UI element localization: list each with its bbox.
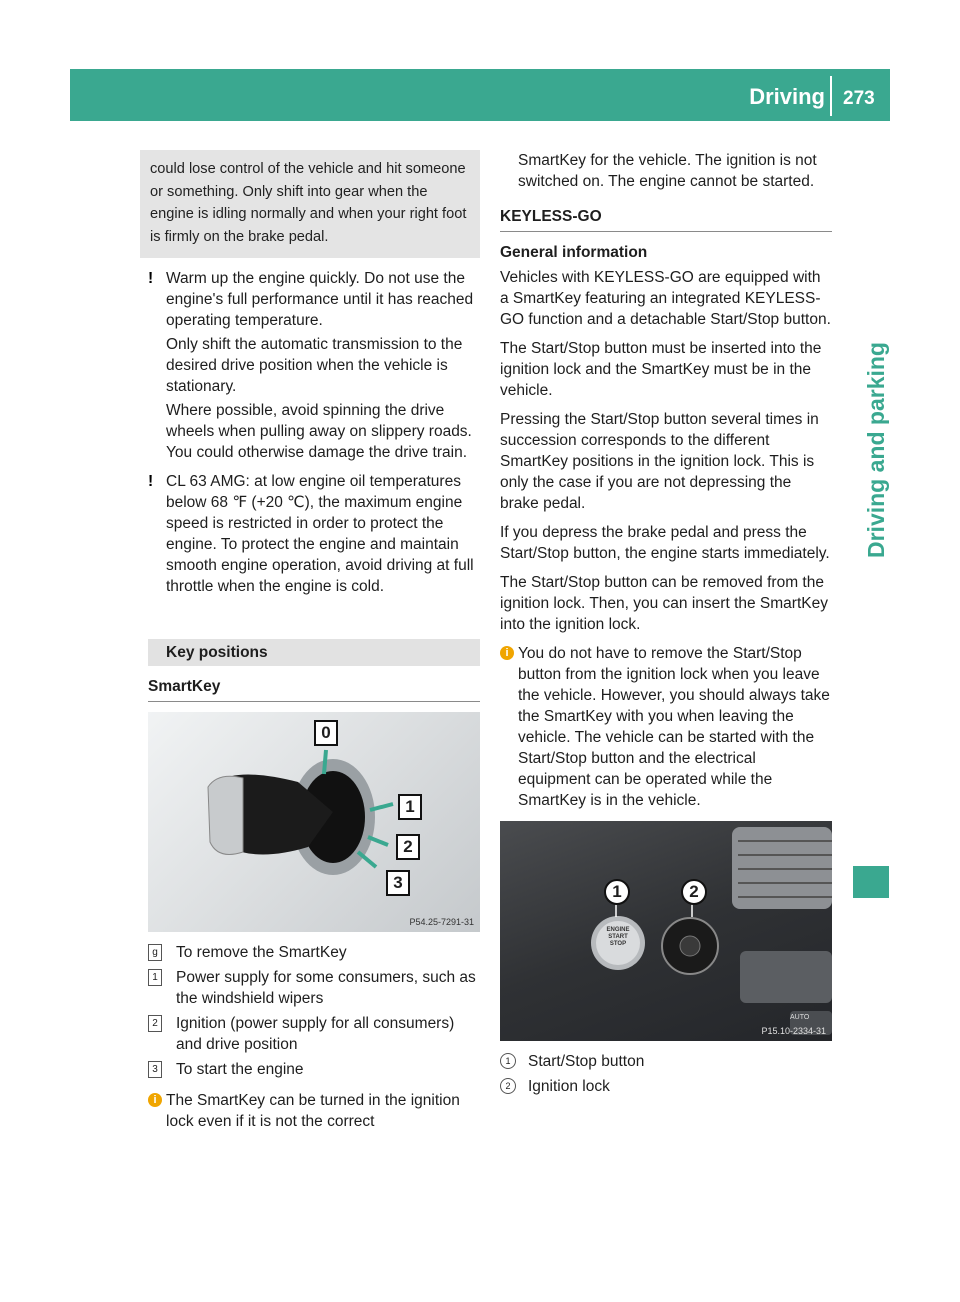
position-symbol: 2 [148, 1015, 162, 1032]
note-paragraph: Only shift the automatic transmission to the desired drive position when the vehicle is stationary. [166, 336, 463, 395]
page-number: 273 [843, 88, 875, 109]
section-title: Key positions [148, 639, 480, 666]
keyless-go-illustration [500, 821, 832, 1041]
sub-heading: SmartKey [148, 676, 480, 702]
warning-box: could lose control of the vehicle and hit someone or something. Only shift into gear when the engine is idling normally and when your right foot is firmly on the brake pedal. [140, 150, 480, 258]
note-paragraph: Warm up the engine quickly. Do not use the engine's full performance until it has reached operating temperature. [166, 270, 474, 329]
climate-control [740, 951, 832, 1003]
position-symbol: 1 [148, 969, 162, 986]
right-column [500, 150, 832, 1101]
legend-item [148, 1059, 480, 1080]
auto-label: AUTO [790, 1014, 810, 1021]
body-paragraph: The Start/Stop button must be inserted into the ignition lock and the SmartKey must be in the vehicle. [500, 340, 822, 399]
legend-text: Start/Stop button [528, 1053, 645, 1070]
keyless-go-figure [500, 821, 832, 1041]
note-paragraph: Where possible, avoid spinning the drive wheels when pulling away on slippery roads. You could otherwise damage the drive train. [166, 402, 472, 461]
legend-text: Ignition (power supply for all consumers) and drive position [176, 1015, 455, 1053]
body-paragraph: The Start/Stop button can be removed from the ignition lock. Then, you can insert the SmartKey into the ignition lock. [500, 574, 828, 633]
info-note [148, 1090, 480, 1132]
side-tab-marker [853, 866, 889, 898]
figure-code: P15.10-2334-31 [761, 1026, 826, 1036]
label-2: 2 [681, 879, 707, 905]
keyless-go-heading: KEYLESS-GO [500, 206, 832, 232]
label-1: 1 [604, 879, 630, 905]
legend-item [148, 967, 480, 1009]
caution-note-1 [148, 268, 480, 463]
info-text: You do not have to remove the Start/Stop button from the ignition lock when you leave the vehicle. However, you should always take the SmartKey with you when leaving the vehicle. The vehicle can be started with the Start/Stop button and the electrical equipment can be operated while the SmartKey is in the vehicle. [518, 645, 830, 809]
label-3: 3 [386, 870, 410, 896]
body-paragraph: If you depress the brake pedal and press the Start/Stop button, the engine starts immediately. [500, 524, 830, 562]
label-2: 2 [396, 834, 420, 860]
side-tab-label: Driving and parking [863, 342, 889, 558]
exclamation-icon: ! [148, 473, 154, 490]
info-icon: i [148, 1093, 162, 1107]
legend-text: Power supply for some consumers, such as the windshield wipers [176, 969, 476, 1007]
info-note [500, 643, 832, 811]
smartkey-chrome [208, 776, 243, 854]
callout-symbol: 2 [500, 1078, 516, 1094]
body-paragraph: Pressing the Start/Stop button several times in succession corresponds to the different SmartKey positions in the ignition lock. This is only the case if you are not depressing the brake pedal. [500, 411, 819, 512]
figure-code: P54.25-7291-31 [409, 917, 474, 927]
legend-item [500, 1051, 832, 1072]
button-label-line: START [608, 934, 628, 940]
left-column [148, 150, 480, 1140]
caution-note-2 [148, 471, 480, 597]
continued-text: SmartKey for the vehicle. The ignition is not switched on. The engine cannot be started. [518, 152, 817, 190]
position-symbol: g [148, 944, 162, 961]
position-symbol: 3 [148, 1061, 162, 1078]
header-section-title: Driving [749, 84, 825, 109]
button-label-line: ENGINE [606, 927, 630, 933]
legend-item [148, 1013, 480, 1055]
legend-text: To start the engine [176, 1061, 304, 1078]
legend-item [500, 1076, 832, 1097]
legend-text: To remove the SmartKey [176, 944, 347, 961]
button-label-line: STOP [609, 941, 627, 947]
note-paragraph: CL 63 AMG: at low engine oil temperatures below 68 ℉ (+20 ℃), the maximum engine speed is restricted in order to protect the engine. To protect the engine and maintain smooth engine operation, avoid driving at full throttle when the engine is cold. [166, 473, 474, 595]
position-line-0 [324, 750, 326, 774]
label-0: 0 [314, 720, 338, 746]
info-text: The SmartKey can be turned in the ignition lock even if it is not the correct [166, 1092, 460, 1130]
general-info-heading: General information [500, 244, 648, 261]
legend-item [148, 942, 480, 963]
header-divider [830, 76, 832, 116]
body-paragraph: Vehicles with KEYLESS-GO are equipped with a SmartKey featuring an integrated KEYLESS-GO function and a detachable Start/Stop button. [500, 269, 831, 328]
button-label [603, 927, 633, 948]
legend-text: Ignition lock [528, 1078, 610, 1095]
label-1: 1 [398, 794, 422, 820]
smartkey-figure [148, 712, 480, 932]
exclamation-icon: ! [148, 270, 154, 287]
info-icon: i [500, 646, 514, 660]
callout-symbol: 1 [500, 1053, 516, 1069]
